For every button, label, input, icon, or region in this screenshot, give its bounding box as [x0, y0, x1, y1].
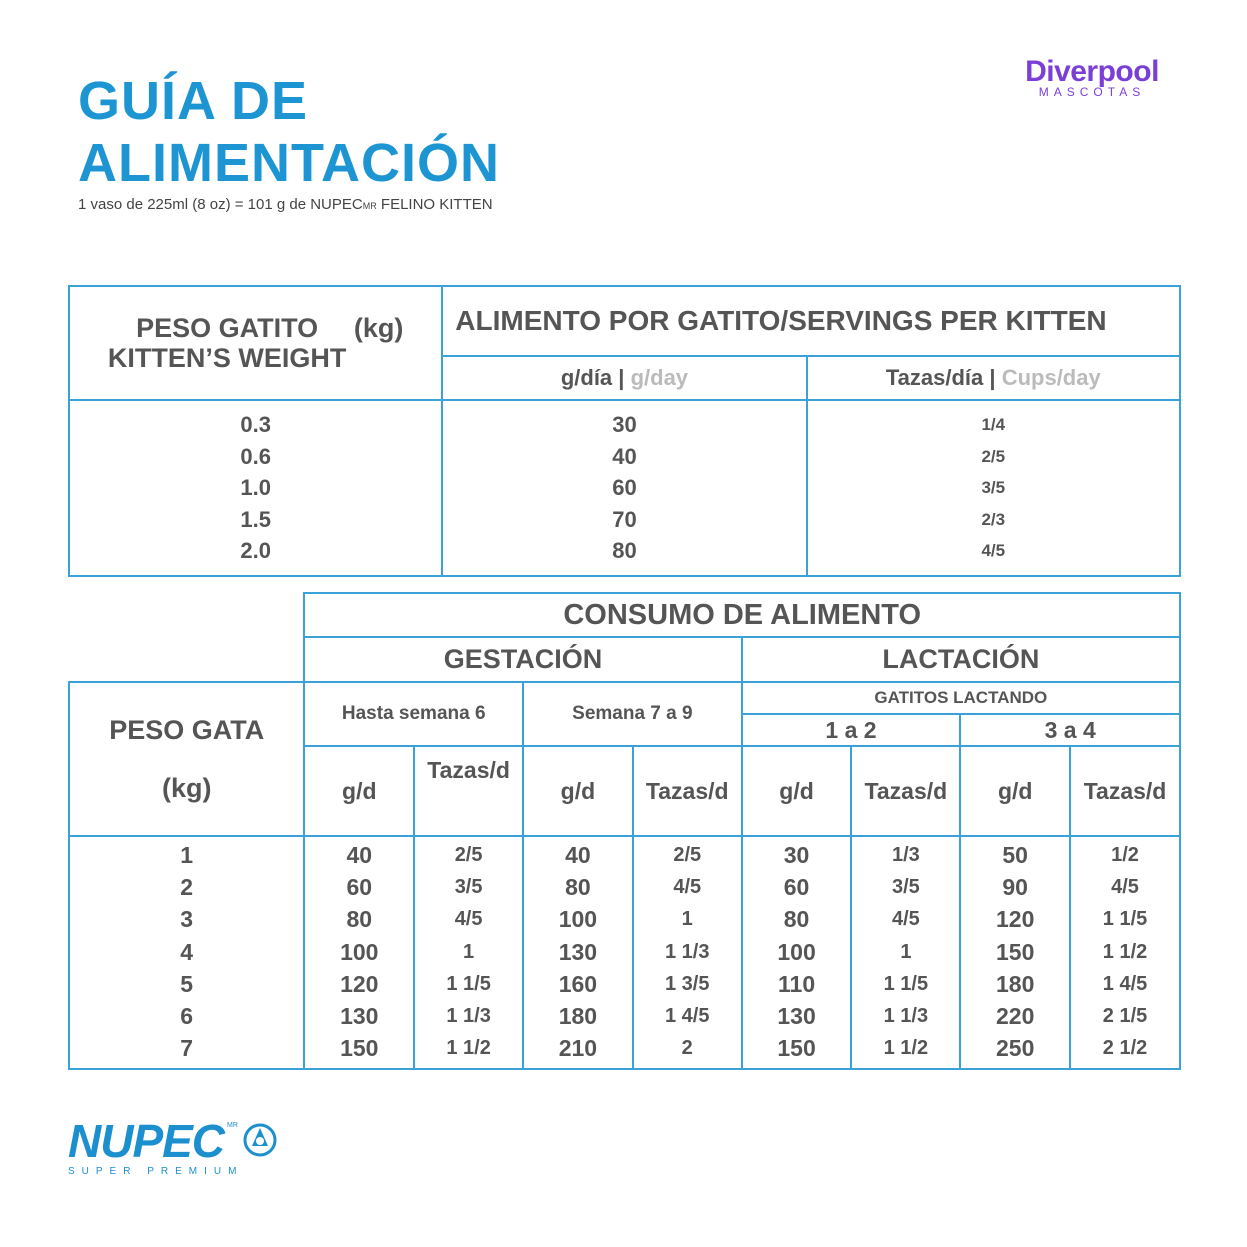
cups-en: Cups/day	[1001, 365, 1101, 390]
kitten-weight-unit: (kg)	[353, 313, 404, 343]
blank-corner	[69, 593, 304, 637]
servings-header: ALIMENTO POR GATITO/SERVINGS PER KITTEN	[442, 286, 1180, 356]
lact-1a2-header: 1 a 2	[742, 714, 961, 746]
col-gd: g/d	[523, 746, 633, 836]
gest79-grams-column: 40 80 100 130 160 180 210	[523, 836, 633, 1069]
grams-per-day-header	[442, 356, 806, 400]
diverpool-sub: MASCOTAS	[1038, 85, 1146, 99]
subtitle-pre: 1 vaso de 225ml (8 oz) = 101 g de NUPEC	[78, 196, 363, 213]
lact-3a4-header: 3 a 4	[960, 714, 1180, 746]
col-gd: g/d	[742, 746, 852, 836]
subtitle	[78, 196, 493, 213]
col-tazas: Tazas/d	[1070, 746, 1180, 836]
blank-corner-2	[69, 637, 304, 682]
nursing-header: GATITOS LACTANDO	[742, 682, 1180, 714]
subtitle-post: FELINO KITTEN	[376, 196, 493, 213]
lact34-grams-column: 50 90 120 150 180 220 250	[960, 836, 1070, 1069]
kitten-weights-column: 0.3 0.6 1.0 1.5 2.0	[69, 400, 442, 576]
page-title	[78, 70, 500, 194]
nupec-emblem-icon	[242, 1122, 278, 1158]
lact12-cups-column: 1/3 3/5 4/5 1 1 1/5 1 1/3 1 1/2	[851, 836, 960, 1069]
consumption-table	[68, 592, 1181, 1070]
gest6-cups-column: 2/5 3/5 4/5 1 1 1/5 1 1/3 1 1/2	[414, 836, 523, 1069]
peso-column: 1 2 3 4 5 6 7	[69, 836, 304, 1069]
col-gd: g/d	[960, 746, 1070, 836]
cups-es: Tazas/día	[885, 365, 984, 390]
female-weight-header	[69, 682, 304, 836]
gestation-header: GESTACIÓN	[304, 637, 741, 682]
diverpool-name: Diverpool	[1025, 55, 1159, 88]
nupec-tagline: SUPER PREMIUM	[68, 1166, 244, 1177]
col-tazas: Tazas/d	[414, 746, 523, 836]
gday-sep: |	[618, 365, 625, 390]
title-line-2: ALIMENTACIÓN	[78, 133, 500, 193]
nupec-logo	[68, 1115, 278, 1177]
subtitle-mr: MR	[362, 201, 377, 211]
kitten-grams-column: 30 40 60 70 80	[442, 400, 806, 576]
lact34-cups-column: 1/2 4/5 1 1/5 1 1/2 1 4/5 2 1/5 2 1/2	[1070, 836, 1180, 1069]
lactation-header: LACTACIÓN	[742, 637, 1180, 682]
kitten-feeding-table	[68, 285, 1181, 577]
consumption-title: CONSUMO DE ALIMENTO	[304, 593, 1180, 637]
col-gd: g/d	[304, 746, 414, 836]
gday-es: g/día	[560, 365, 613, 390]
female-weight-unit: (kg)	[161, 773, 212, 803]
lact12-grams-column: 30 60 80 100 110 130 150	[742, 836, 852, 1069]
gest79-cups-column: 2/5 4/5 1 1 1/3 1 3/5 1 4/5 2	[633, 836, 742, 1069]
col-tazas: Tazas/d	[851, 746, 960, 836]
gest-week6-header: Hasta semana 6	[304, 682, 523, 746]
col-tazas: Tazas/d	[633, 746, 742, 836]
cups-sep: |	[989, 365, 996, 390]
gest6-grams-column: 40 60 80 100 120 130 150	[304, 836, 414, 1069]
gest-week79-header: Semana 7 a 9	[523, 682, 742, 746]
cups-per-day-header	[807, 356, 1180, 400]
female-weight-label: PESO GATA	[109, 715, 265, 745]
kitten-cups-column: 1/4 2/5 3/5 2/3 4/5	[807, 400, 1180, 576]
title-line-1: GUÍA DE	[78, 71, 309, 131]
kitten-weight-header	[69, 286, 442, 400]
kitten-weight-label-en: KITTEN’S WEIGHT	[107, 343, 347, 373]
diverpool-logo	[1012, 55, 1172, 99]
nupec-wordmark: NUPEC	[68, 1115, 225, 1167]
nupec-mr: MR	[227, 1122, 238, 1129]
gday-en: g/day	[630, 365, 689, 390]
kitten-weight-label-es: PESO GATITO	[136, 313, 319, 343]
